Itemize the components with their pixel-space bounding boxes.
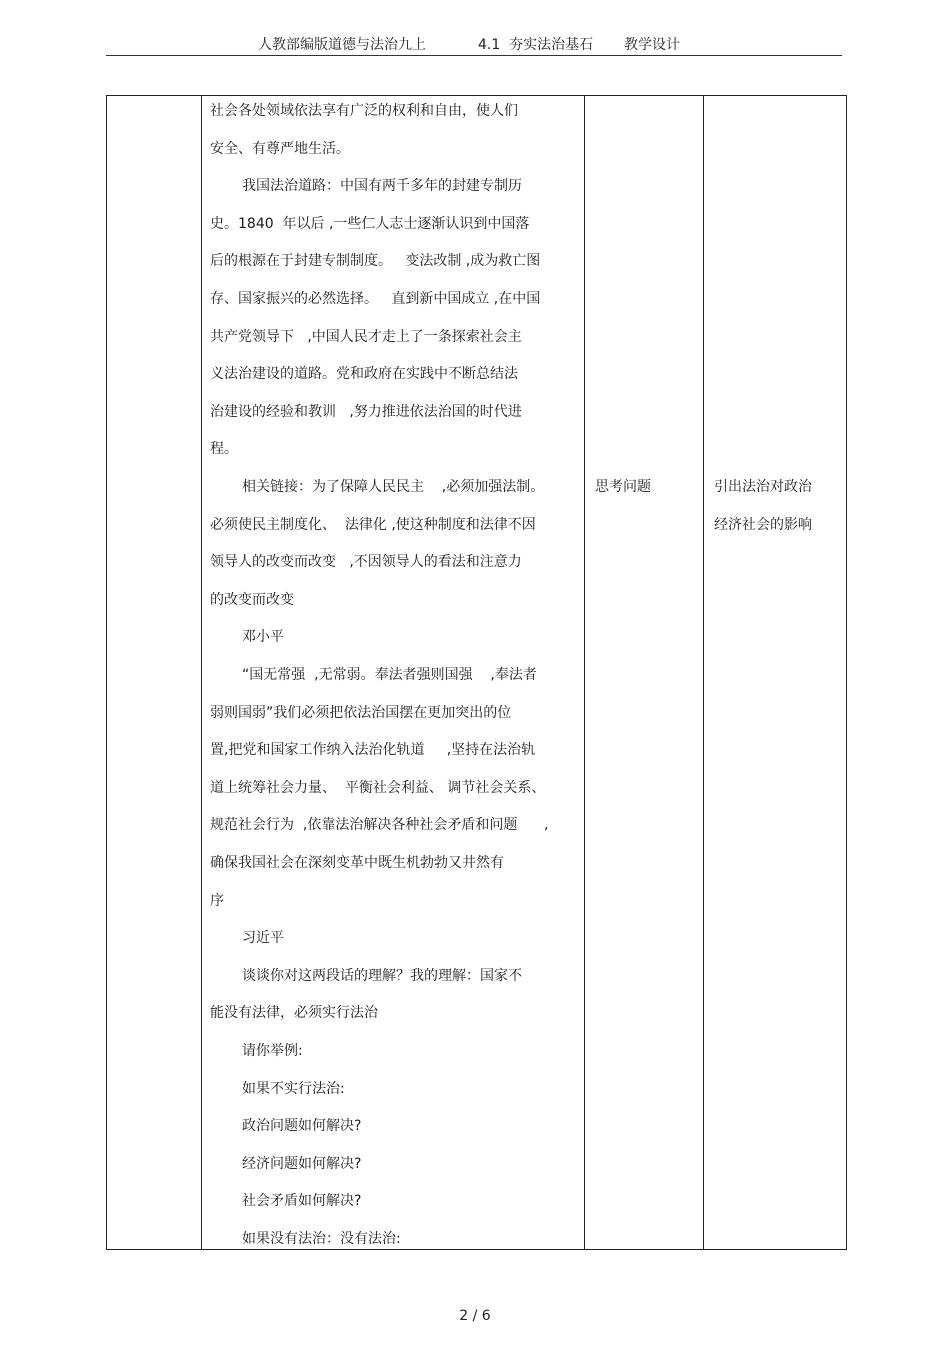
content-line: “国无常强 ,无常弱。奉法者强则国强 ,奉法者	[242, 667, 537, 683]
section-cell	[107, 96, 202, 1250]
content-line: 邓小平	[242, 629, 284, 646]
content-line: 置,把党和国家工作纳入法治化轨道 ,坚持在法治轨	[210, 742, 536, 759]
content-line: 安全、有尊严地生活。	[210, 140, 350, 157]
intent-cell	[704, 96, 847, 1250]
activity-line: 思考问题	[595, 479, 651, 495]
content-line: 如果不实行法治:	[242, 1080, 345, 1097]
content-line: 社会矛盾如何解决?	[242, 1193, 362, 1210]
content-line: 能没有法律，必须实行法治	[210, 1005, 378, 1022]
content-line: 政治问题如何解决?	[242, 1118, 362, 1135]
content-line: 确保我国社会在深刻变革中既生机勃勃又井然有	[210, 855, 504, 871]
content-line: 规范社会行为 ,依靠法治解决各种社会矛盾和问题 ,	[210, 817, 549, 834]
content-line: 治建设的经验和教训 ,努力推进依法治国的时代进	[210, 403, 522, 420]
header-rule	[106, 55, 842, 56]
content-line: 序	[210, 892, 224, 909]
table-row	[107, 96, 847, 1250]
page-header	[106, 32, 842, 54]
content-line: 义法治建设的道路。党和政府在实践中不断总结法	[210, 366, 518, 383]
header-lesson: 4.1 夯实法治基石	[478, 37, 594, 53]
content-line: 习近平	[242, 930, 284, 947]
content-line: 如果没有法治：没有法治:	[242, 1231, 401, 1247]
content-line: 共产党领导下 ,中国人民才走上了一条探索社会主	[210, 328, 522, 345]
intent-line: 经济社会的影响	[714, 516, 812, 533]
content-line: 经济问题如何解决?	[242, 1155, 362, 1172]
content-line: 程。	[210, 441, 238, 458]
content-line: 道上统筹社会力量、 平衡社会利益、 调节社会关系、	[210, 779, 546, 796]
header-doc-type: 教学设计	[624, 37, 680, 53]
content-line: 必须使民主制度化、 法律化 ,使这种制度和法律不因	[210, 516, 536, 533]
content-line: 社会各处领域依法享有广泛的权利和自由，使人们	[210, 103, 518, 119]
content-line: 谈谈你对这两段话的理解？我的理解：国家不	[242, 967, 522, 984]
page-number: 2 / 6	[459, 1308, 491, 1324]
activity-cell	[585, 96, 704, 1250]
content-line: 的改变而改变	[210, 591, 294, 608]
design-intent	[704, 96, 846, 1249]
content-cell	[202, 96, 585, 1250]
content-line: 相关链接：为了保障人民民主 ,必须加强法制。	[242, 479, 545, 495]
content-line: 后的根源在于封建专制制度。 变法改制 ,成为救亡图	[210, 253, 541, 270]
student-activity	[585, 96, 703, 1249]
content-line: 请你举例:	[242, 1043, 303, 1059]
header-course: 人教部编版道德与法治九上	[258, 37, 426, 53]
content-line: 弱则国弱”我们必须把依法治国摆在更加突出的位	[210, 704, 512, 721]
content-line: 我国法治道路：中国有两千多年的封建专制历	[242, 178, 522, 195]
teaching-content	[202, 96, 584, 1249]
intent-line: 引出法治对政治	[714, 479, 812, 495]
content-line: 史。1840 年以后 ,一些仁人志士逐渐认识到中国落	[210, 215, 530, 232]
lesson-table	[106, 95, 847, 1250]
content-line: 领导人的改变而改变 ,不因领导人的看法和注意力	[210, 554, 522, 571]
content-line: 存、国家振兴的必然选择。 直到新中国成立 ,在中国	[210, 291, 541, 307]
